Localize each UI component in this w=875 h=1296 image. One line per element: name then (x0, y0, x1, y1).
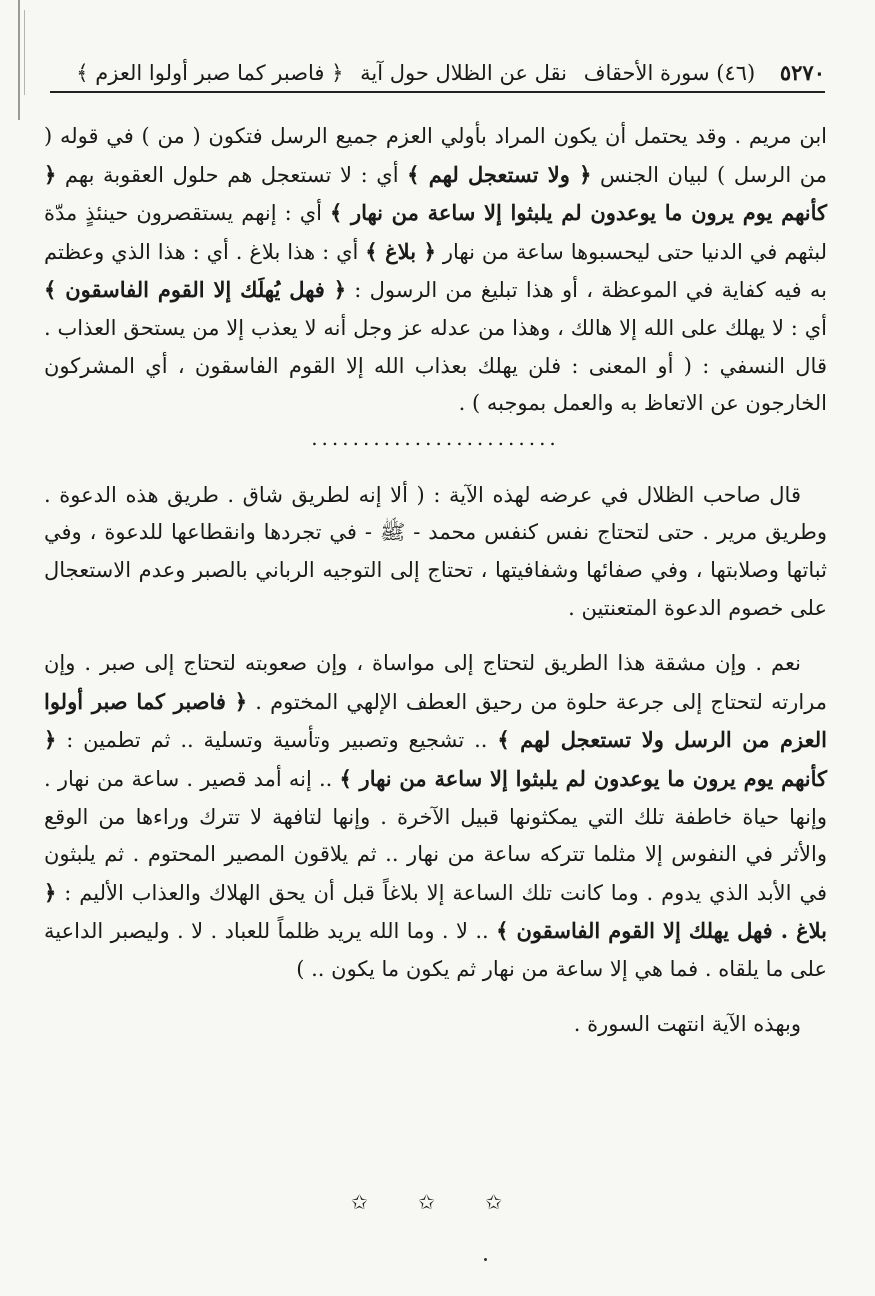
text-run: .. تشجيع وتصبير وتأسية وتسلية .. ثم تطمين : (56, 728, 498, 753)
quranic-quote: ﴿ بلاغ . فهل يهلك إلا القوم الفاسقون ﴾ (44, 879, 828, 944)
page-number: ٥٢٧٠ (779, 60, 825, 85)
text-run: .. إنه أمد قصير . ساعة من نهار . وإنها حياة خاطفة تلك التي يمكثونها قبيل الآخرة . وإنها لتافهة لا تترك وراءها من الوقع والأثر في النفوس إلا مثلما تتركه ساعة من نهار .. ثم يلاقون المصير المحتوم . ثم يلبثون في الأبد الذي يدوم . وما كانت تلك الساعة إلا بلاغاً قبل أن يحق الهلاك والعذاب الأليم : (44, 766, 827, 905)
quranic-quote: ﴿ بلاغ ﴾ (365, 238, 436, 264)
paragraph (44, 118, 827, 423)
text-run: أي : لا يهلك على الله إلا هالك ، وهذا من عدله عز وجل أنه لا يعذب إلا من يستحق العذاب . قال النسفي : ( أو المعنى : فلن يهلك بعذاب الله إلا القوم الفاسقون ، أي المشركون الخارجون عن الاتعاظ به والعمل بموجبه ) . (44, 315, 827, 416)
text-run: وبهذه الآية انتهت السورة . (573, 1012, 801, 1037)
text-run: قال صاحب الظلال في عرضه لهذه الآية : ( ألا إنه لطريق شاق . طريق هذه الدعوة . وطريق مرير . حتى لتحتاج نفس كنفس محمد - ﷺ - في تجردها وانقطاعها للدعوة ، وفي ثباتها وصلابتها ، وفي صفائها وشفافيتها ، تحتاج إلى التوجيه الرباني بالصبر وعدم الاستعجال على خصوم الدعوة المتعنتين . (44, 482, 827, 620)
text-run: ابن مريم . وقد يحتمل أن يكون المراد بأولي العزم جميع الرسل فتكون ( من ) في قوله ( من الرسل ) لبيان الجنس (44, 124, 828, 187)
text-run: أي : هذا بلاغ . أي : هذا الذي وعظتم به فيه كفاية في الموعظة ، أو هذا تبليغ من الرسول : (44, 239, 827, 303)
paragraph (44, 1006, 827, 1044)
quranic-quote: ﴿ فهل يُهلَك إلا القوم الفاسقون ﴾ (44, 277, 347, 303)
paragraph (44, 645, 827, 988)
header-topic: نقل عن الظلال حول آية (360, 61, 568, 85)
section-separator: ........................ (311, 425, 560, 450)
text-run: نعم . وإن مشقة هذا الطريق لتحتاج إلى مواساة ، وإن صعوبته لتحتاج إلى صبر . وإن مرارته لتحتاج إلى جرعة حلوة من رحيق العطف الإلهي المختوم . (44, 651, 827, 714)
text-run: .. لا . وما الله يريد ظلماً للعباد . لا . وليصبر الداعية على ما يلقاه . فما هي إلا ساعة من نهار ثم يكون ما يكون .. ) (44, 919, 827, 981)
text-run: أي : لا تستعجل هم حلول العقوبة بهم (56, 162, 408, 187)
ink-speck (484, 1258, 487, 1261)
page-body (44, 118, 827, 1044)
end-ornament: ✩ ✩ ✩ (351, 1190, 524, 1214)
running-header (50, 55, 825, 93)
surah-label: (٤٦) سورة الأحقاف (583, 61, 756, 85)
page-edge-line (18, 0, 20, 120)
header-verse: ﴿ فاصبر كما صبر أولوا العزم ﴾ (76, 61, 344, 85)
quranic-quote: ﴿ فاصبر كما صبر أولوا العزم من الرسل ولا تستعجل لهم ﴾ (44, 688, 827, 753)
text-run: أي : إنهم يستقصرون حينئذٍ مدّة لبثهم في الدنيا حتى ليحسبوها ساعة من نهار (44, 201, 827, 264)
quranic-quote: ﴿ كأنهم يوم يرون ما يوعدون لم يلبثوا إلا ساعة من نهار ﴾ (44, 161, 827, 226)
quranic-quote: ﴿ كأنهم يوم يرون ما يوعدون لم يلبثوا إلا ساعة من نهار ﴾ (44, 727, 827, 791)
quranic-quote: ﴿ ولا تستعجل لهم ﴾ (407, 161, 592, 187)
paragraph (44, 477, 827, 627)
page-edge-line (24, 10, 25, 95)
